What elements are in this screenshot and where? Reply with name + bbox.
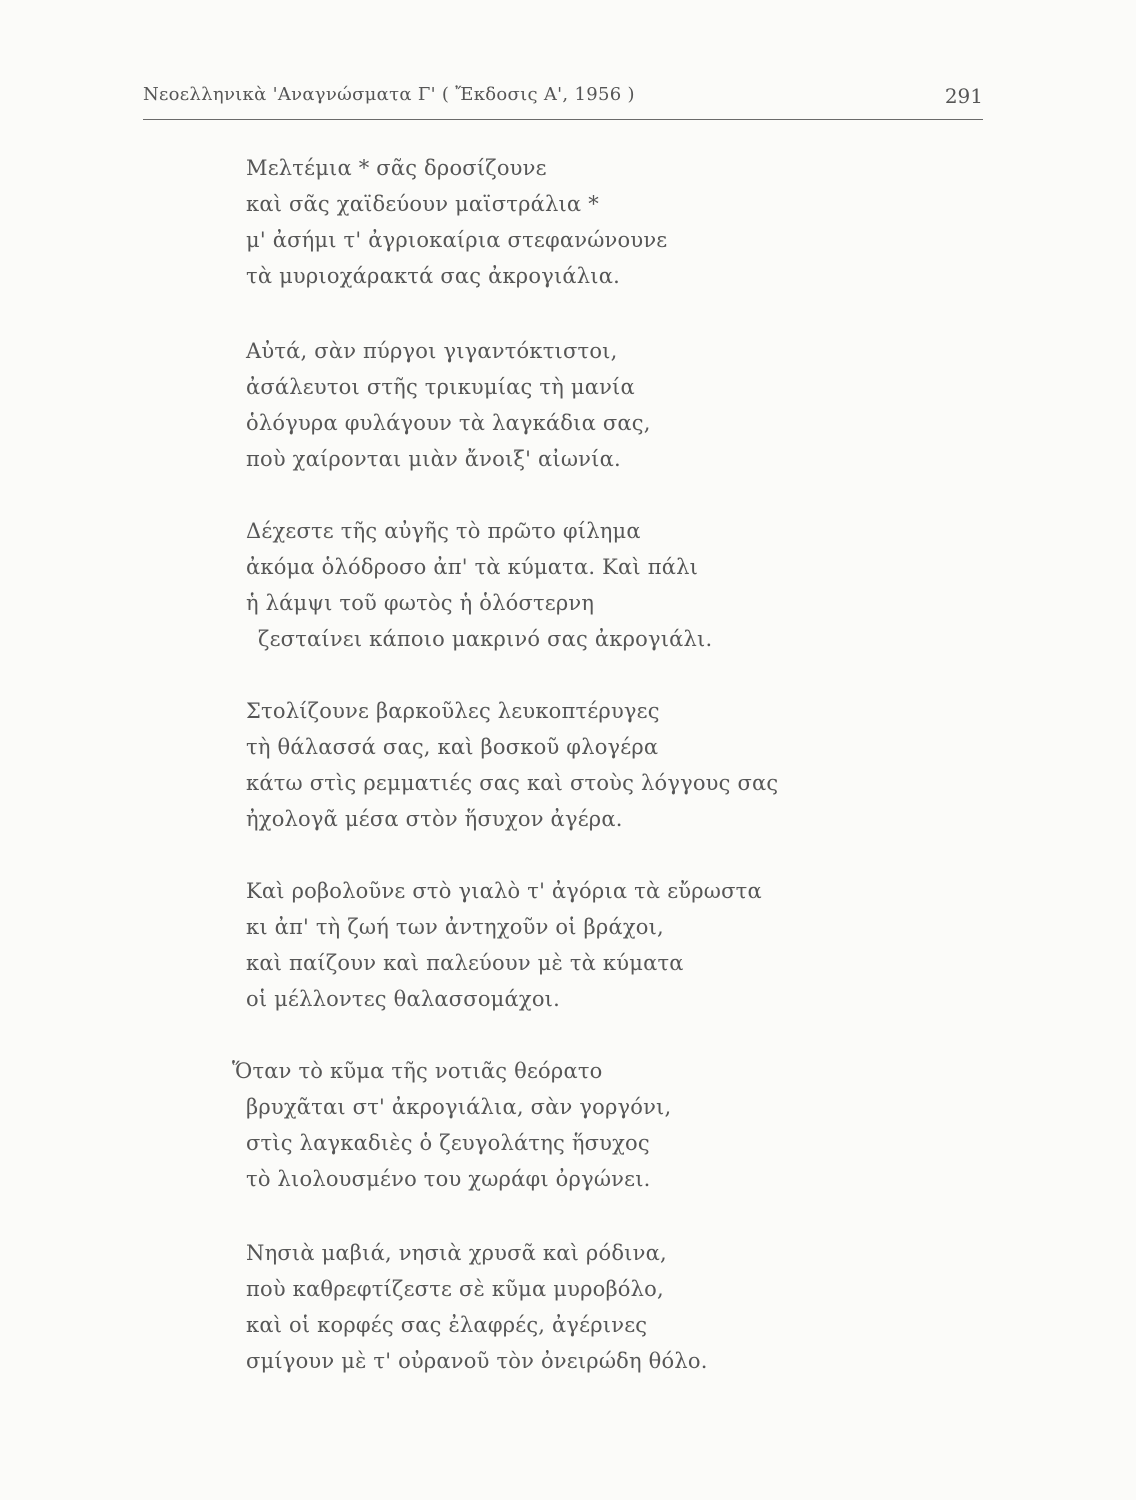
verse-line: κάτω στὶς ρεμματιές σας καὶ στοὺς λόγγους σας	[246, 771, 779, 795]
verse-line: σμίγουν μὲ τ' οὐρανοῦ τὸν ὀνειρώδη θόλο.	[246, 1349, 708, 1373]
stanza-4	[246, 693, 886, 837]
stanza-3	[246, 513, 886, 657]
verse-line: οἱ μέλλοντες θαλασσομάχοι.	[246, 987, 560, 1011]
verse-line: ὁλόγυρα φυλάγουν τὰ λαγκάδια σας,	[246, 411, 651, 435]
verse-line: κι ἀπ' τὴ ζωή των ἀντηχοῦν οἱ βράχοι,	[246, 915, 664, 939]
page-number: 291	[944, 84, 983, 108]
verse-line: στὶς λαγκαδιὲς ὁ ζευγολάτης ἥσυχος	[246, 1131, 650, 1155]
verse-line: Μελτέμια * σᾶς δροσίζουνε	[246, 156, 547, 180]
verse-line: καὶ παίζουν καὶ παλεύουν μὲ τὰ κύματα	[246, 951, 684, 975]
verse-line: τὸ λιολουσμένο του χωράφι ὀργώνει.	[246, 1167, 651, 1191]
verse-line: Ὅταν τὸ κῦμα τῆς νοτιᾶς θεόρατο	[232, 1059, 603, 1083]
verse-line: βρυχᾶται στ' ἀκρογιάλια, σὰν γοργόνι,	[246, 1095, 672, 1119]
verse-line: καὶ σᾶς χαϊδεύουν μαϊστράλια *	[246, 192, 599, 216]
page-header	[143, 84, 983, 124]
verse-line: τὴ θάλασσά σας, καὶ βοσκοῦ φλογέρα	[246, 735, 659, 759]
stanza-2	[246, 333, 886, 477]
verse-line: Αὐτά, σὰν πύργοι γιγαντόκτιστοι,	[246, 339, 618, 363]
stanza-1	[246, 150, 886, 294]
verse-line: τὰ μυριοχάρακτά σας ἀκρογιάλια.	[246, 264, 620, 288]
stanza-7	[246, 1235, 886, 1379]
verse-line: μ' ἀσήμι τ' ἀγριοκαίρια στεφανώνουνε	[246, 228, 668, 252]
verse-line: Νησιὰ μαβιά, νησιὰ χρυσᾶ καὶ ρόδινα,	[246, 1241, 667, 1265]
verse-line: Δέχεστε τῆς αὐγῆς τὸ πρῶτο φίλημα	[246, 519, 641, 543]
verse-line: ἀκόμα ὁλόδροσο ἀπ' τὰ κύματα. Καὶ πάλι	[246, 555, 699, 579]
verse-line: ζεσταίνει κάποιο μακρινό σας ἀκρογιάλι.	[258, 627, 713, 651]
verse-line: ἀσάλευτοι στῆς τρικυμίας τὴ μανία	[246, 375, 635, 399]
stanza-5	[246, 873, 886, 1017]
verse-line: ἠχολογᾶ μέσα στὸν ἥσυχον ἀγέρα.	[246, 807, 623, 831]
verse-line: ποὺ χαίρονται μιὰν ἄνοιξ' αἰωνία.	[246, 447, 621, 471]
verse-line: Στολίζουνε βαρκοῦλες λευκοπτέρυγες	[246, 699, 660, 723]
verse-line: ἡ λάμψι τοῦ φωτὸς ἡ ὁλόστερνη	[246, 591, 595, 615]
verse-line: ποὺ καθρεφτίζεστε σὲ κῦμα μυροβόλο,	[246, 1277, 664, 1301]
verse-line: Καὶ ροβολοῦνε στὸ γιαλὸ τ' ἀγόρια τὰ εὔρωστα	[246, 879, 762, 903]
header-rule	[143, 119, 983, 120]
running-title: Νεοελληνικὰ 'Αναγνώσματα Γ' ( Ἔκδοσις Α', 1956 )	[143, 84, 635, 105]
stanza-6	[232, 1053, 886, 1197]
verse-line: καὶ οἱ κορφές σας ἐλαφρές, ἀγέρινες	[246, 1313, 648, 1337]
